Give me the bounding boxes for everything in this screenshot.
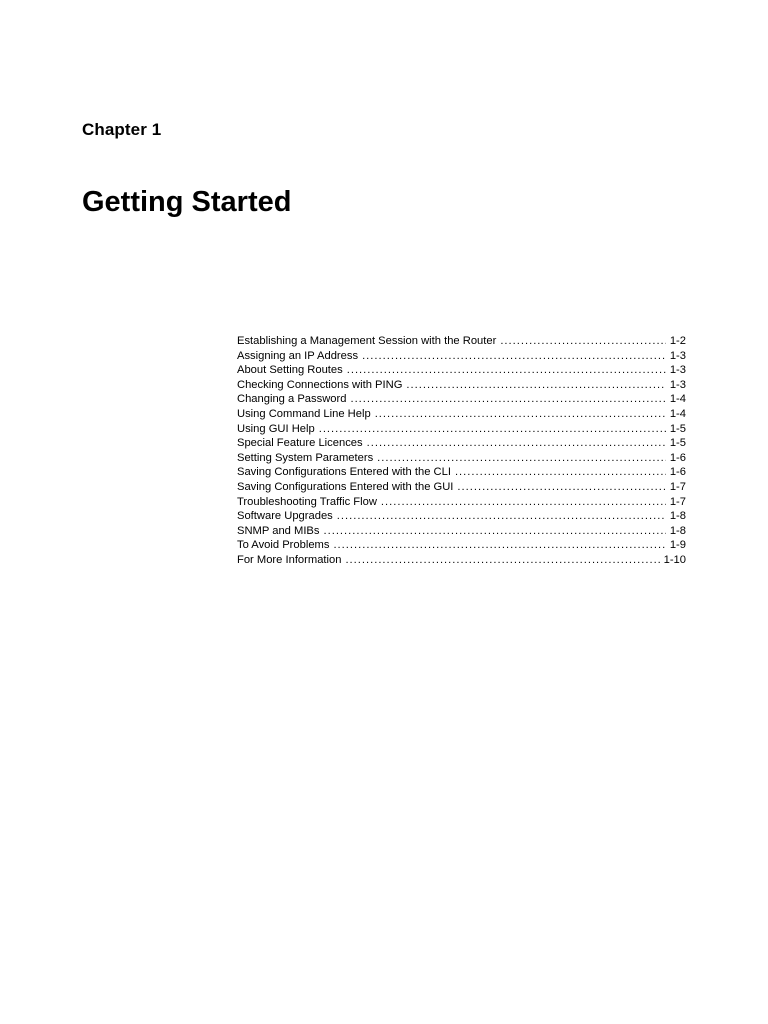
toc-entry-page: 1-3 [669, 349, 686, 362]
toc-entry-title: Troubleshooting Traffic Flow [237, 495, 377, 508]
toc-entry[interactable] [237, 378, 686, 393]
toc-entry-page: 1-4 [669, 407, 686, 420]
toc-entry[interactable] [237, 422, 686, 437]
toc-entry-title: Setting System Parameters [237, 451, 374, 464]
toc-entry[interactable] [237, 538, 686, 553]
toc-entry-title: Checking Connections with PING [237, 378, 403, 391]
toc-entry-title: To Avoid Problems [237, 539, 330, 552]
toc-dot-leader [319, 422, 666, 437]
toc-entry-page: 1-8 [669, 524, 686, 537]
toc-dot-leader [362, 349, 666, 364]
table-of-contents [237, 334, 686, 568]
toc-entry[interactable] [237, 407, 686, 422]
toc-entry-page: 1-10 [663, 553, 686, 566]
toc-dot-leader [500, 334, 666, 349]
toc-entry-page: 1-3 [669, 378, 686, 391]
toc-entry-page: 1-9 [669, 539, 686, 552]
toc-entry-page: 1-6 [669, 466, 686, 479]
toc-entry-page: 1-7 [669, 495, 686, 508]
toc-entry-title: About Setting Routes [237, 364, 343, 377]
toc-entry[interactable] [237, 465, 686, 480]
toc-dot-leader [377, 451, 666, 466]
toc-entry-title: Saving Configurations Entered with the GUI [237, 480, 454, 493]
toc-dot-leader [350, 392, 665, 407]
toc-entry-page: 1-7 [669, 480, 686, 493]
toc-entry-page: 1-4 [669, 393, 686, 406]
toc-dot-leader [347, 363, 666, 378]
toc-entry-title: Using GUI Help [237, 422, 315, 435]
toc-entry-title: Saving Configurations Entered with the CLI [237, 466, 451, 479]
toc-entry-title: Assigning an IP Address [237, 349, 359, 362]
toc-dot-leader [406, 378, 665, 393]
toc-entry-title: For More Information [237, 553, 342, 566]
toc-entry[interactable] [237, 363, 686, 378]
toc-dot-leader [333, 538, 665, 553]
toc-dot-leader [337, 509, 666, 524]
toc-entry-page: 1-3 [669, 364, 686, 377]
toc-entry-page: 1-2 [669, 335, 686, 347]
toc-entry[interactable] [237, 509, 686, 524]
chapter-label: Chapter 1 [82, 120, 162, 139]
toc-entry[interactable] [237, 436, 686, 451]
toc-dot-leader [457, 480, 665, 495]
toc-dot-leader [381, 495, 666, 510]
toc-entry-page: 1-5 [669, 422, 686, 435]
toc-entry[interactable] [237, 553, 686, 568]
toc-entry-title: Changing a Password [237, 393, 347, 406]
toc-entry-title: Special Feature Licences [237, 437, 363, 450]
toc-dot-leader [324, 524, 666, 539]
chapter-title: Getting Started [82, 186, 292, 218]
toc-entry-title: Using Command Line Help [237, 407, 371, 420]
toc-entry[interactable] [237, 349, 686, 364]
toc-entry[interactable] [237, 392, 686, 407]
toc-entry[interactable] [237, 334, 686, 349]
toc-entry-page: 1-8 [669, 510, 686, 523]
toc-dot-leader [367, 436, 666, 451]
toc-entry[interactable] [237, 451, 686, 466]
toc-dot-leader [455, 465, 666, 480]
toc-entry[interactable] [237, 480, 686, 495]
toc-entry-page: 1-6 [669, 451, 686, 464]
toc-entry-title: Establishing a Management Session with the Router [237, 335, 497, 347]
toc-dot-leader [345, 553, 659, 568]
toc-entry-title: SNMP and MIBs [237, 524, 320, 537]
toc-entry[interactable] [237, 524, 686, 539]
toc-entry-title: Software Upgrades [237, 510, 333, 523]
toc-entry-page: 1-5 [669, 437, 686, 450]
toc-entry[interactable] [237, 495, 686, 510]
toc-dot-leader [375, 407, 666, 422]
